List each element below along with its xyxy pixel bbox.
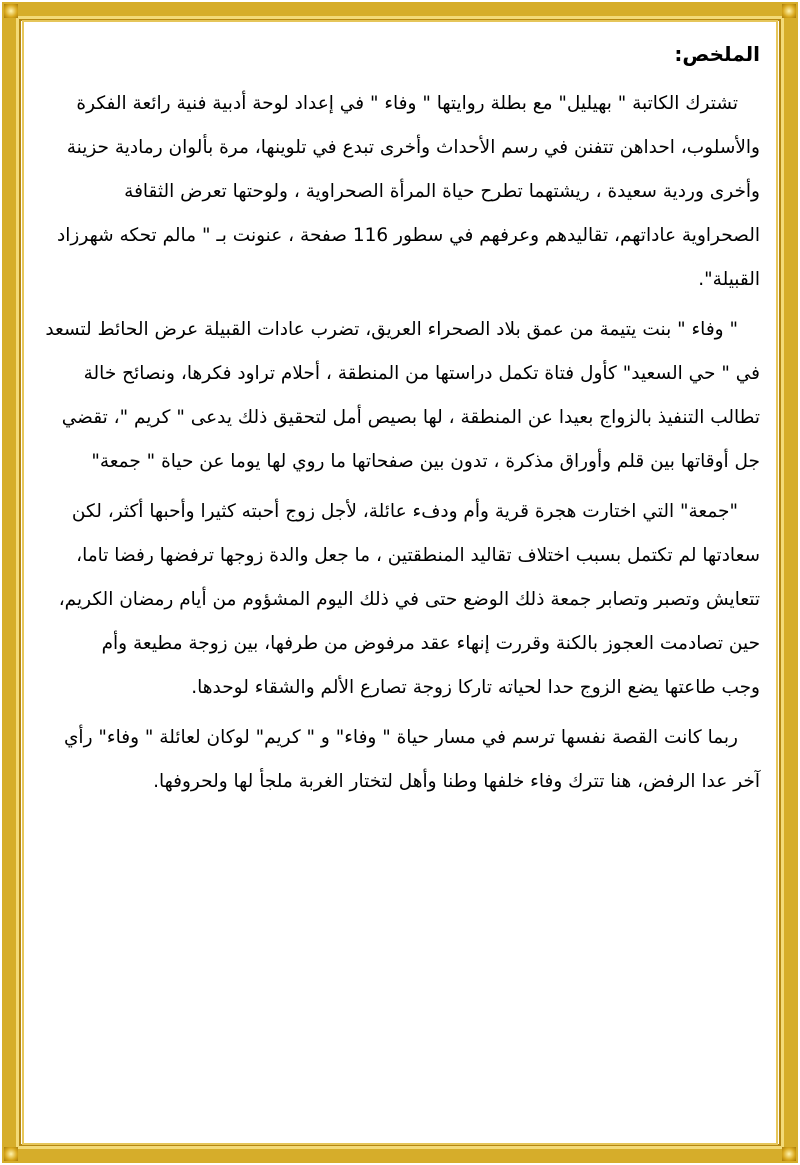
paragraph-line: وأخرى وردية سعيدة ، ريشتهما تطرح حياة المرأة الصحراوية ، ولوحتها تعرض الثقافة xyxy=(124,181,760,202)
paragraph-line: "جمعة" التي اختارت هجرة قرية وأم ودفء عائلة، لأجل زوج أحبته كثيرا وأحبها أكثر، لكن xyxy=(71,501,738,522)
summary-paragraph xyxy=(40,82,760,302)
paragraph-line: " وفاء " بنت يتيمة من عمق بلاد الصحراء العريق، تضرب عادات القبيلة عرض الحائط لتسعد xyxy=(45,319,738,340)
summary-page xyxy=(40,40,760,1120)
paragraph-line: والأسلوب، احداهن تتفنن في رسم الأحداث وأخرى تبدع في تلوينها، مرة بألوان رمادية حزينة xyxy=(66,137,760,158)
paragraph-line: الصحراوية عاداتهم، تقاليدهم وعرفهم في سطور 116 صفحة ، عنونت بـ " مالم تحكه شهرزاد xyxy=(57,225,760,246)
paragraph-line: في " حي السعيد" كأول فتاة تكمل دراستها من المنطقة ، أحلام تراود فكرها، ونصائح خالة xyxy=(83,363,760,384)
paragraph-line: سعادتها لم تكتمل بسبب اختلاف تقاليد المنطقتين ، ما جعل والدة زوجها ترفضها رفضا تاما، xyxy=(76,545,760,566)
summary-paragraph xyxy=(40,308,760,484)
paragraph-line: تطالب التنفيذ بالزواج بعيدا عن المنطقة ، لها بصيص أمل لتحقيق ذلك يدعى " كريم "، تقضي xyxy=(61,407,760,428)
paragraph-line: جل أوقاتها بين قلم وأوراق مذكرة ، تدون بين صفحاتها ما روي لها يوما عن حياة " جمعة" xyxy=(91,451,760,472)
paragraph-line: تتعايش وتصبر وتصابر جمعة ذلك الوضع حتى في ذلك اليوم المشؤوم من أيام رمضان الكريم، xyxy=(58,589,760,610)
frame-corner-ornament xyxy=(4,1147,18,1161)
paragraph-line: وجب طاعتها يضع الزوج حدا لحياته تاركا زوجة تصارع الألم والشقاء لوحدها. xyxy=(191,677,760,698)
paragraph-line: ربما كانت القصة نفسها ترسم في مسار حياة " وفاء" و " كريم" لوكان لعائلة " وفاء" رأي xyxy=(63,727,738,748)
summary-paragraph xyxy=(40,716,760,804)
paragraph-line: آخر عدا الرفض، هنا تترك وفاء خلفها وطنا وأهل لتختار الغربة ملجأ لها ولحروفها. xyxy=(153,771,760,792)
paragraph-line: القبيلة". xyxy=(698,269,760,290)
paragraph-line: حين تصادمت العجوز بالكنة وقررت إنهاء عقد مرفوض من طرفها، بين زوجة مطيعة وأم xyxy=(101,633,760,654)
frame-corner-ornament xyxy=(782,1147,796,1161)
frame-corner-ornament xyxy=(782,4,796,18)
frame-corner-ornament xyxy=(4,4,18,18)
paragraph-line: تشترك الكاتبة " بهيليل" مع بطلة روايتها " وفاء " في إعداد لوحة أدبية فنية رائعة الفكرة xyxy=(76,93,738,114)
summary-paragraph xyxy=(40,490,760,710)
page-title: الملخص: xyxy=(674,42,760,66)
